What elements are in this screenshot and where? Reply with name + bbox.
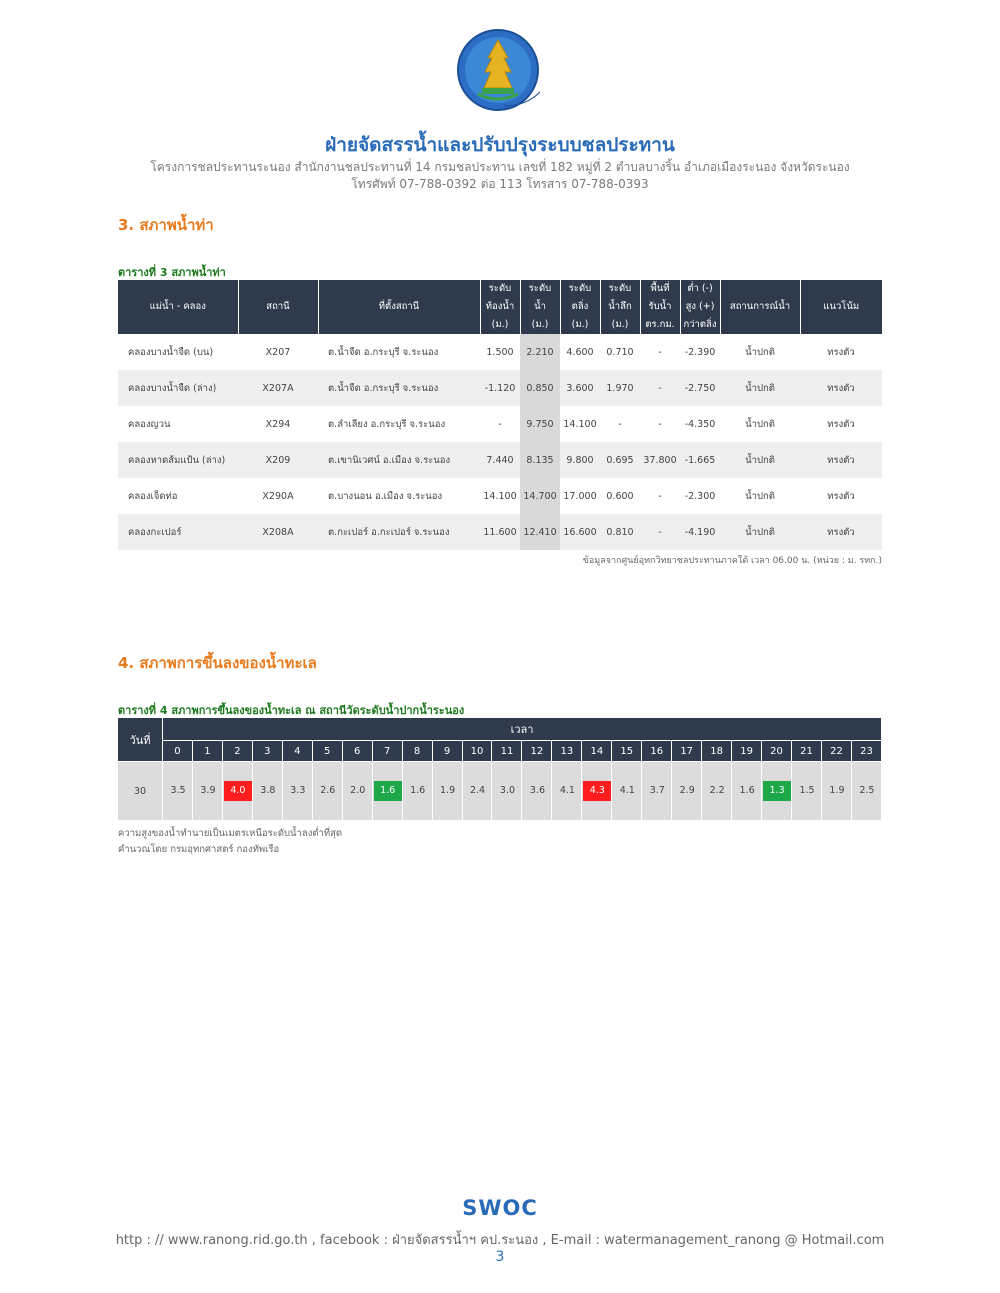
col-bed-level: ระดับ ท้องน้ำ (ม.) [480, 280, 520, 334]
department-phone: โทรศัพท์ 07-788-0392 ต่อ 113 โทรสาร 07-788-0393 [351, 177, 649, 191]
tide-hour-0: 0 [163, 741, 193, 762]
cell-location: ต.น้ำจืด อ.กระบุรี จ.ระนอง [328, 346, 439, 358]
tide-cell-hour-5 [312, 762, 342, 821]
tide-hour-21: 21 [792, 741, 822, 762]
cell-trend: ทรงตัว [800, 514, 882, 550]
tide-hour-2: 2 [222, 741, 252, 762]
cell-water: 9.750 [520, 406, 560, 442]
tide-value: 3.8 [260, 785, 276, 796]
section-3-title: 3. สภาพน้ำท่า [118, 216, 214, 234]
tide-value: 3.6 [529, 785, 545, 796]
cell-river: คลองหาดส้มแป้น (ล่าง) [118, 442, 238, 478]
tide-cell-hour-4 [282, 762, 312, 821]
cell-status: น้ำปกติ [720, 442, 800, 478]
col-day: วันที่ [118, 718, 163, 762]
cell-water: 12.410 [520, 514, 560, 550]
tide-hour-9: 9 [432, 741, 462, 762]
tide-cell-hour-3 [252, 762, 282, 821]
cell-depth: 0.710 [606, 346, 634, 358]
tide-value: 4.1 [559, 785, 575, 796]
cell-area: - [640, 514, 680, 550]
tide-value: 1.6 [374, 781, 402, 801]
col-status: สถานการณ์น้ำ [720, 280, 800, 334]
cell-station: X294 [265, 418, 291, 430]
table-row [118, 406, 882, 442]
tide-cell-hour-6 [342, 762, 372, 821]
tide-value: 2.9 [679, 785, 695, 796]
col-diff-bank: ต่ำ (-) สูง (+) กว่าตลิ่ง [680, 280, 720, 334]
footer-contact: http : // www.ranong.rid.go.th , facebook : ฝ่ายจัดสรรน้ำฯ คป.ระนอง , E-mail : watermanagement_ranong @ Hotmail.com [115, 1233, 885, 1248]
table-3-caption: ตารางที่ 3 สภาพน้ำท่า [118, 266, 226, 279]
tide-cell-hour-18 [702, 762, 732, 821]
tide-cell-hour-1 [192, 762, 222, 821]
cell-day: 30 [118, 762, 163, 821]
cell-trend: ทรงตัว [827, 490, 855, 502]
col-water-depth: ระดับ น้ำลึก (ม.) [600, 280, 640, 334]
table-row [118, 478, 882, 514]
tide-cell-hour-11 [492, 762, 522, 821]
cell-location: ต.กะเปอร์ อ.กะเปอร์ จ.ระนอง [318, 514, 480, 550]
col-time: เวลา [163, 718, 882, 741]
cell-area: - [658, 418, 662, 430]
cell-river: คลองกะเปอร์ [118, 514, 238, 550]
cell-river: คลองญวน [128, 418, 171, 430]
section-4-title: 4. สภาพการขึ้นลงของน้ำทะเล [118, 654, 317, 672]
cell-diff: -1.665 [680, 442, 720, 478]
tide-cell-hour-9 [432, 762, 462, 821]
tide-hour-16: 16 [642, 741, 672, 762]
cell-trend: ทรงตัว [827, 418, 855, 430]
tide-hour-12: 12 [522, 741, 552, 762]
tide-value: 4.3 [583, 781, 611, 801]
cell-diff: -2.390 [684, 346, 716, 358]
tide-hour-7: 7 [372, 741, 402, 762]
table-row [118, 514, 882, 550]
tide-value: 1.5 [799, 785, 815, 796]
table-row [118, 370, 882, 406]
tide-value: 3.9 [200, 785, 216, 796]
cell-diff: -2.750 [680, 370, 720, 406]
cell-water: 14.700 [520, 478, 560, 514]
cell-bank: 3.600 [560, 370, 600, 406]
department-address: โครงการชลประทานระนอง สำนักงานชลประทานที่ 14 กรมชลประทาน เลขที่ 182 หมู่ที่ 2 ตำบลบางริ้น อำเภอเมืองระนอง จังหวัดระนอง [150, 160, 850, 174]
cell-status: น้ำปกติ [745, 346, 775, 358]
tide-hour-5: 5 [312, 741, 342, 762]
tide-note-unit: ความสูงของน้ำทำนายเป็นเมตรเหนือระดับน้ำลงต่ำที่สุด [118, 828, 343, 839]
cell-depth: 0.810 [600, 514, 640, 550]
tide-cell-hour-12 [522, 762, 552, 821]
tide-value: 2.0 [350, 785, 366, 796]
department-seal-logo [456, 28, 546, 118]
tide-cell-hour-22 [821, 762, 851, 821]
tide-hour-17: 17 [672, 741, 702, 762]
tide-hour-19: 19 [732, 741, 762, 762]
tide-value: 2.5 [859, 785, 875, 796]
footer-brand: SWOC [462, 1196, 538, 1220]
cell-location: ต.ลำเลียง อ.กระบุรี จ.ระนอง [328, 418, 446, 430]
table-3-source-note: ข้อมูลจากศูนย์อุทกวิทยาชลประทานภาคใต้ เวลา 06.00 น. (หน่วย : ม. รทก.) [582, 556, 882, 566]
cell-status: น้ำปกติ [745, 418, 775, 430]
tide-value: 1.9 [440, 785, 456, 796]
cell-status: น้ำปกติ [720, 514, 800, 550]
cell-location: ต.บางนอน อ.เมือง จ.ระนอง [328, 490, 443, 502]
tide-value-row [118, 762, 882, 821]
col-station: สถานี [238, 280, 318, 334]
cell-area: - [658, 490, 662, 502]
cell-area: - [658, 346, 662, 358]
cell-water: 2.210 [520, 334, 560, 370]
tide-value: 1.9 [829, 785, 845, 796]
cell-location: ต.น้ำจืด อ.กระบุรี จ.ระนอง [318, 370, 480, 406]
tide-cell-hour-21 [792, 762, 822, 821]
tide-value: 1.6 [410, 785, 426, 796]
cell-bank: 4.600 [566, 346, 594, 358]
tide-hour-15: 15 [612, 741, 642, 762]
cell-status: น้ำปกติ [720, 370, 800, 406]
cell-station: X208A [238, 514, 318, 550]
tide-value: 3.3 [290, 785, 306, 796]
cell-diff: -2.300 [684, 490, 716, 502]
cell-area: 37.800 [640, 442, 680, 478]
tide-hour-22: 22 [821, 741, 851, 762]
cell-bed: - [498, 418, 502, 430]
cell-area: - [640, 370, 680, 406]
tide-cell-hour-2 [222, 762, 252, 821]
table-row [118, 442, 882, 478]
cell-depth: 1.970 [600, 370, 640, 406]
department-title: ฝ่ายจัดสรรน้ำและปรับปรุงระบบชลประทาน [325, 134, 675, 156]
cell-river: คลองบางน้ำจืด (ล่าง) [118, 370, 238, 406]
tide-hour-10: 10 [462, 741, 492, 762]
cell-bed: 11.600 [480, 514, 520, 550]
col-river: แม่น้ำ - คลอง [118, 280, 238, 334]
tide-cell-hour-20 [762, 762, 792, 821]
cell-trend: ทรงตัว [800, 442, 882, 478]
cell-bed: 1.500 [486, 346, 514, 358]
tide-value: 3.0 [499, 785, 516, 796]
tide-table [118, 718, 882, 820]
cell-trend: ทรงตัว [827, 346, 855, 358]
cell-bank: 9.800 [560, 442, 600, 478]
cell-depth: 0.695 [600, 442, 640, 478]
tide-cell-hour-19 [732, 762, 762, 821]
cell-bank: 14.100 [563, 418, 597, 430]
cell-diff: -4.350 [684, 418, 716, 430]
tide-hour-13: 13 [552, 741, 582, 762]
tide-value: 4.0 [224, 781, 252, 801]
tide-hour-14: 14 [582, 741, 612, 762]
tide-value: 3.7 [649, 785, 665, 796]
cell-river: คลองเจ็ดท่อ [128, 490, 178, 502]
cell-station: X290A [262, 490, 294, 502]
tide-value: 1.3 [763, 781, 791, 801]
tide-hour-23: 23 [851, 741, 881, 762]
tide-hour-8: 8 [402, 741, 432, 762]
tide-cell-hour-14 [582, 762, 612, 821]
cell-bed: 14.100 [483, 490, 517, 502]
tide-cell-hour-15 [612, 762, 642, 821]
river-status-table [118, 280, 882, 550]
tide-value: 2.4 [469, 785, 486, 796]
col-catchment-area: พื้นที่ รับน้ำ ตร.กม. [640, 280, 680, 334]
cell-station: X207 [265, 346, 291, 358]
cell-bank: 17.000 [563, 490, 597, 502]
tide-cell-hour-10 [462, 762, 492, 821]
tide-hour-1: 1 [192, 741, 222, 762]
cell-diff: -4.190 [680, 514, 720, 550]
col-trend: แนวโน้ม [800, 280, 882, 334]
tide-hour-20: 20 [762, 741, 792, 762]
cell-status: น้ำปกติ [745, 490, 775, 502]
tide-hour-18: 18 [702, 741, 732, 762]
tide-cell-hour-16 [642, 762, 672, 821]
tide-value: 3.5 [170, 785, 186, 796]
table-row [118, 334, 882, 370]
cell-water: 8.135 [520, 442, 560, 478]
tide-header-row [118, 718, 882, 741]
cell-depth: - [618, 418, 622, 430]
tide-value: 4.1 [619, 785, 635, 796]
tide-cell-hour-8 [402, 762, 432, 821]
tide-hour-3: 3 [252, 741, 282, 762]
col-bank-level: ระดับ ตลิ่ง (ม.) [560, 280, 600, 334]
cell-bed: -1.120 [480, 370, 520, 406]
cell-river: คลองบางน้ำจืด (บน) [128, 346, 214, 358]
cell-bed: 7.440 [480, 442, 520, 478]
cell-water: 0.850 [520, 370, 560, 406]
page-number: 3 [495, 1249, 505, 1265]
tide-note-source: คำนวณโดย กรมอุทกศาสตร์ กองทัพเรือ [118, 844, 280, 855]
tide-value: 1.6 [739, 785, 755, 796]
tide-hour-row [118, 741, 882, 762]
cell-bank: 16.600 [560, 514, 600, 550]
tide-hour-4: 4 [282, 741, 312, 762]
tide-cell-hour-13 [552, 762, 582, 821]
tide-cell-hour-0 [163, 762, 193, 821]
tide-cell-hour-23 [851, 762, 881, 821]
col-location: ที่ตั้งสถานี [318, 280, 480, 334]
tide-cell-hour-17 [672, 762, 702, 821]
tide-hour-6: 6 [342, 741, 372, 762]
table-header-row [118, 280, 882, 334]
tide-value: 2.6 [320, 785, 336, 796]
col-water-level: ระดับ น้ำ (ม.) [520, 280, 560, 334]
cell-station: X207A [238, 370, 318, 406]
tide-hour-11: 11 [492, 741, 522, 762]
tide-value: 2.2 [709, 785, 725, 796]
tide-cell-hour-7 [372, 762, 402, 821]
cell-depth: 0.600 [606, 490, 634, 502]
table-4-caption: ตารางที่ 4 สภาพการขึ้นลงของน้ำทะเล ณ สถานีวัดระดับน้ำปากน้ำระนอง [118, 704, 465, 717]
cell-location: ต.เขานิเวศน์ อ.เมือง จ.ระนอง [318, 442, 480, 478]
cell-trend: ทรงตัว [800, 370, 882, 406]
cell-station: X209 [238, 442, 318, 478]
